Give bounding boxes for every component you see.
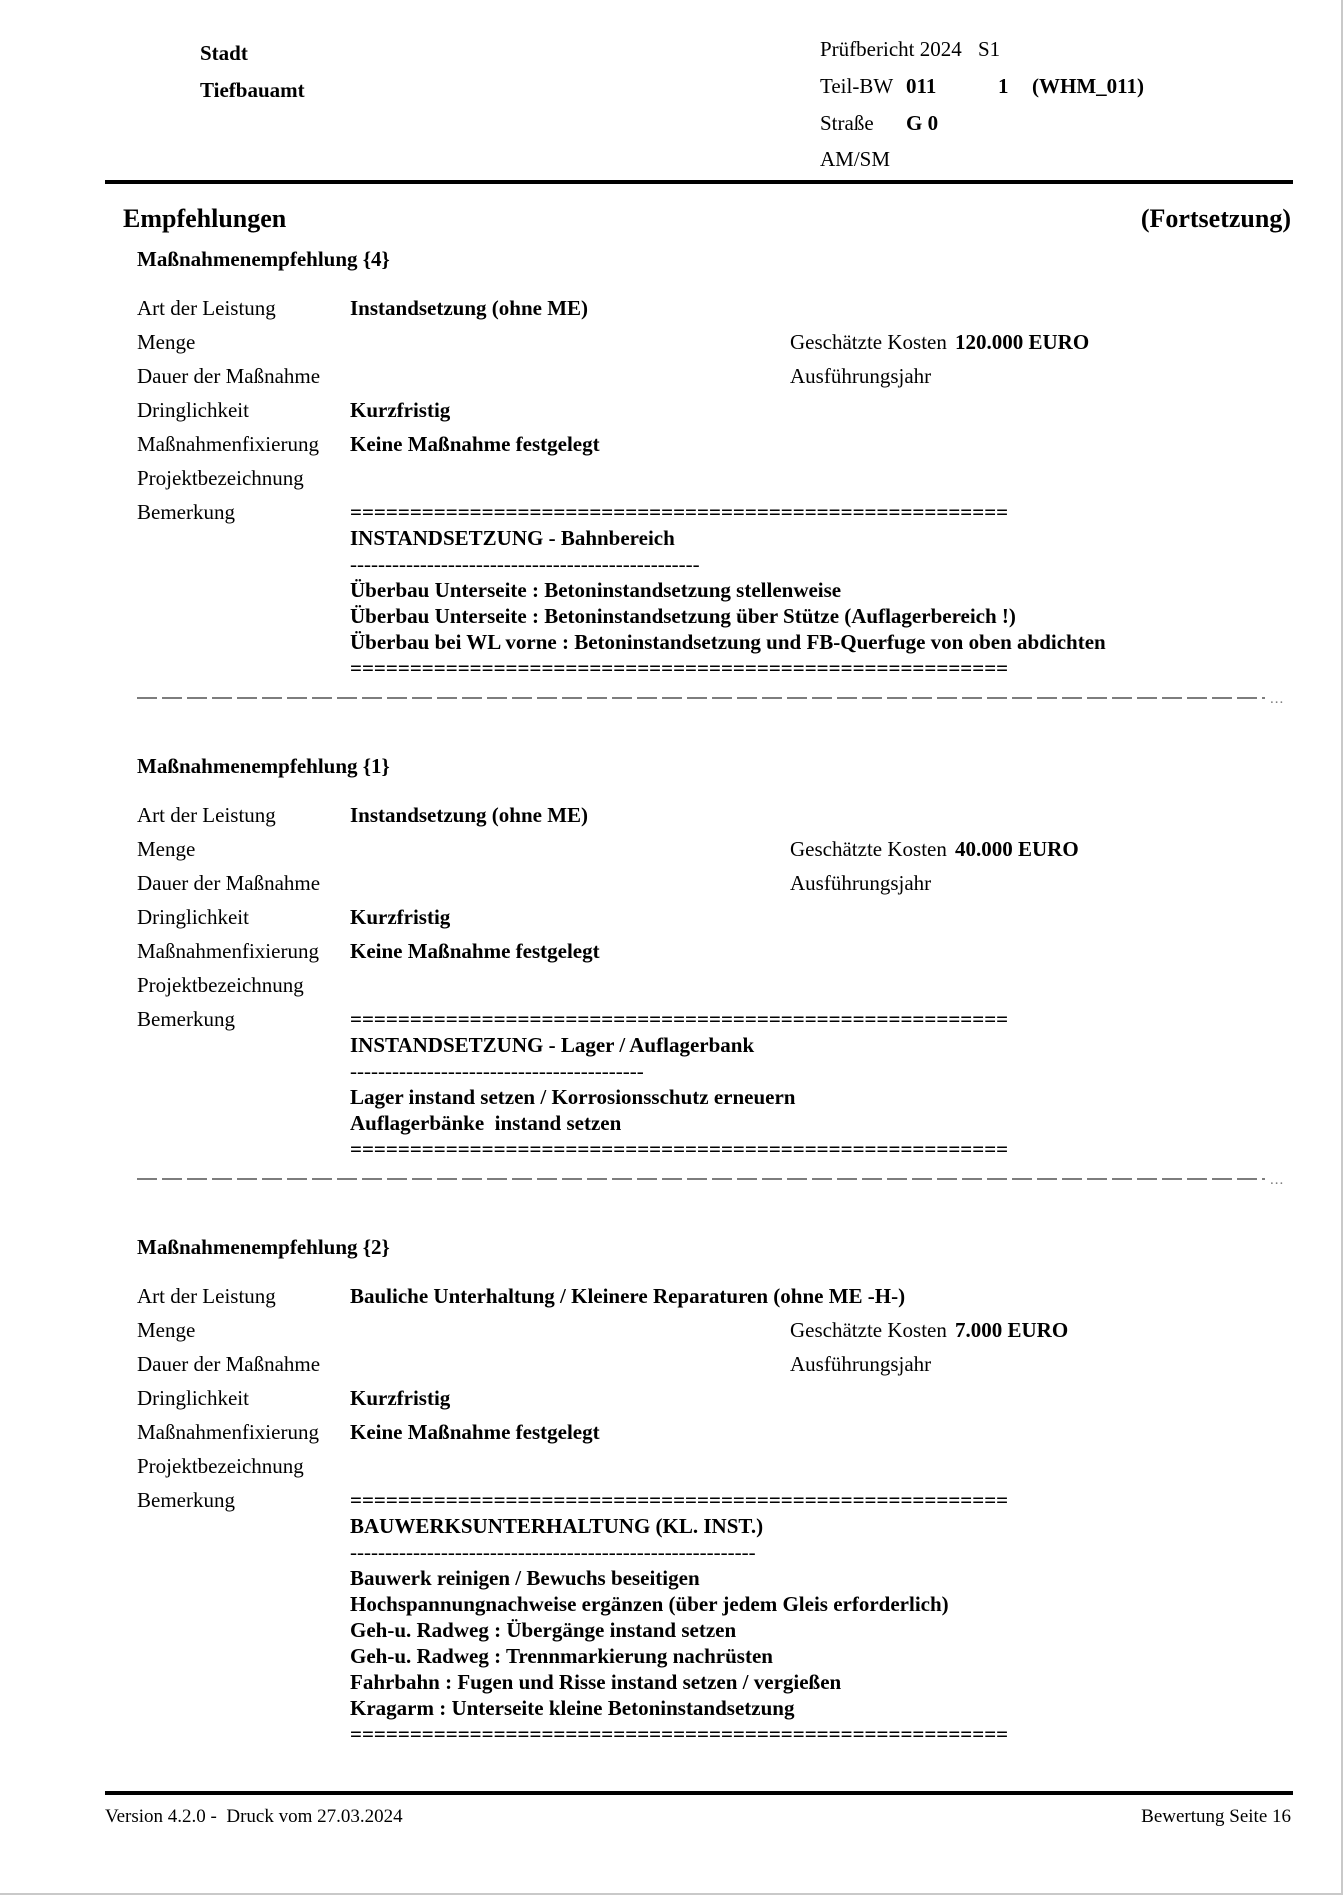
field-label-fixierung: Maßnahmenfixierung [137, 939, 319, 963]
bemerkung-line: Fahrbahn : Fugen und Risse instand setzen / vergießen [350, 1670, 842, 1694]
block-heading-row [137, 1234, 1293, 1283]
field-row-dauer [137, 870, 1293, 904]
field-row-fixierung [137, 1419, 1293, 1453]
field-row-dringlichkeit [137, 1385, 1293, 1419]
recommendations-content [137, 246, 1293, 1747]
field-label-menge: Menge [137, 1318, 196, 1342]
field-label-jahr: Ausführungsjahr [790, 871, 932, 895]
bemerkung-line: INSTANDSETZUNG - Lager / Auflagerbank [350, 1033, 755, 1057]
bemerkung-line: -------------------------------------------------- [350, 552, 700, 576]
field-value-fixierung: Keine Maßnahme festgelegt [350, 432, 600, 456]
field-row-menge [137, 1317, 1293, 1351]
header-teilbw-label: Teil-BW [820, 74, 894, 98]
field-label-dauer: Dauer der Maßnahme [137, 871, 321, 895]
field-row-projekt [137, 465, 1293, 499]
block-heading: Maßnahmenempfehlung {4} [137, 247, 390, 271]
field-label-projekt: Projektbezeichnung [137, 973, 304, 997]
field-row-bemerkung [137, 499, 1293, 681]
field-label-dringlichkeit: Dringlichkeit [137, 398, 249, 422]
field-row-fixierung [137, 938, 1293, 972]
field-value-art: Bauliche Unterhaltung / Kleinere Reparaturen (ohne ME -H-) [350, 1284, 906, 1308]
field-row-projekt [137, 972, 1293, 1006]
bemerkung-line: Geh-u. Radweg : Trennmarkierung nachrüsten [350, 1644, 773, 1668]
header-strasse-label: Straße [820, 111, 874, 135]
field-row-art [137, 295, 1293, 329]
field-label-dringlichkeit: Dringlichkeit [137, 905, 249, 929]
header-strasse-value: G 0 [906, 111, 939, 135]
block-heading: Maßnahmenempfehlung {1} [137, 754, 390, 778]
massnahme-block-1 [137, 753, 1293, 1162]
field-value-fixierung: Keine Maßnahme festgelegt [350, 1420, 600, 1444]
bemerkung-line: Lager instand setzen / Korrosionsschutz erneuern [350, 1085, 796, 1109]
bemerkung-line: Überbau bei WL vorne : Betoninstandsetzung und FB-Querfuge von oben abdichten [350, 630, 1106, 654]
bemerkung-line: Überbau Unterseite : Betoninstandsetzung über Stütze (Auflagerbereich !) [350, 604, 1016, 628]
field-value-dringlichkeit: Kurzfristig [350, 398, 451, 422]
header-teilbw-value: 011 [906, 74, 937, 98]
field-label-kosten: Geschätzte Kosten [790, 837, 947, 861]
bemerkung-line: ------------------------------------------ [350, 1059, 644, 1083]
field-label-bemerkung: Bemerkung [137, 1488, 235, 1512]
field-label-art: Art der Leistung [137, 803, 276, 827]
header-department-line1: Stadt [200, 41, 248, 65]
page-title-continuation: (Fortsetzung) [1140, 204, 1291, 233]
field-label-jahr: Ausführungsjahr [790, 364, 932, 388]
field-value-kosten: 120.000 EURO [955, 330, 1090, 354]
bemerkung-line: ======================================================= [350, 1488, 1009, 1512]
page-title: Empfehlungen [123, 204, 287, 233]
field-value-art: Instandsetzung (ohne ME) [350, 296, 589, 320]
field-label-bemerkung: Bemerkung [137, 500, 235, 524]
bemerkung-line: Kragarm : Unterseite kleine Betoninstandsetzung [350, 1696, 795, 1720]
field-label-dauer: Dauer der Maßnahme [137, 364, 321, 388]
field-label-dringlichkeit: Dringlichkeit [137, 1386, 249, 1410]
footer-version: Version 4.2.0 - Druck vom 27.03.2024 [105, 1806, 403, 1827]
field-row-fixierung [137, 431, 1293, 465]
bemerkung-line: INSTANDSETZUNG - Bahnbereich [350, 526, 675, 550]
field-label-fixierung: Maßnahmenfixierung [137, 1420, 319, 1444]
bemerkung-line: ======================================================= [350, 656, 1009, 680]
block-separator [137, 1172, 1285, 1188]
bemerkung-line: ======================================================= [350, 1722, 1009, 1746]
bemerkung-line: Bauwerk reinigen / Bewuchs beseitigen [350, 1566, 700, 1590]
field-row-bemerkung [137, 1006, 1293, 1162]
bemerkung-line: Geh-u. Radweg : Übergänge instand setzen [350, 1618, 737, 1642]
field-label-kosten: Geschätzte Kosten [790, 1318, 947, 1342]
field-label-projekt: Projektbezeichnung [137, 1454, 304, 1478]
field-label-menge: Menge [137, 330, 196, 354]
bemerkung-line: ======================================================= [350, 1007, 1009, 1031]
field-label-art: Art der Leistung [137, 1284, 276, 1308]
field-label-dauer: Dauer der Maßnahme [137, 1352, 321, 1376]
header-department-line2: Tiefbauamt [200, 78, 305, 102]
separator-dots: ... [1270, 1172, 1285, 1188]
header-report-code: S1 [978, 37, 1001, 61]
field-row-menge [137, 836, 1293, 870]
field-label-art: Art der Leistung [137, 296, 276, 320]
header-teilbw-id: (WHM_011) [1032, 74, 1144, 98]
field-label-bemerkung: Bemerkung [137, 1007, 235, 1031]
field-value-dringlichkeit: Kurzfristig [350, 905, 451, 929]
field-label-jahr: Ausführungsjahr [790, 1352, 932, 1376]
bemerkung-line: Überbau Unterseite : Betoninstandsetzung stellenweise [350, 578, 842, 602]
bemerkung-line: BAUWERKSUNTERHALTUNG (KL. INST.) [350, 1514, 764, 1538]
bemerkung-lines [350, 499, 1293, 681]
field-row-dauer [137, 363, 1293, 397]
field-value-art: Instandsetzung (ohne ME) [350, 803, 589, 827]
separator-dots: ... [1270, 691, 1285, 707]
field-row-dringlichkeit [137, 397, 1293, 431]
field-label-kosten: Geschätzte Kosten [790, 330, 947, 354]
bemerkung-line: ---------------------------------------------------------- [350, 1540, 756, 1564]
header-report-title: Prüfbericht 2024 [820, 37, 962, 61]
field-value-fixierung: Keine Maßnahme festgelegt [350, 939, 600, 963]
field-label-fixierung: Maßnahmenfixierung [137, 432, 319, 456]
header-amsm: AM/SM [820, 147, 891, 171]
block-heading-row [137, 246, 1293, 295]
bemerkung-line: Hochspannungnachweise ergänzen (über jedem Gleis erforderlich) [350, 1592, 949, 1616]
bemerkung-line: Auflagerbänke instand setzen [350, 1111, 622, 1135]
bemerkung-line: ======================================================= [350, 1137, 1009, 1161]
field-row-art [137, 802, 1293, 836]
bemerkung-lines [350, 1006, 1293, 1162]
bemerkung-line: ======================================================= [350, 500, 1009, 524]
field-row-bemerkung [137, 1487, 1293, 1747]
field-label-menge: Menge [137, 837, 196, 861]
header-divider [105, 180, 1293, 184]
block-heading-row [137, 753, 1293, 802]
field-row-dringlichkeit [137, 904, 1293, 938]
massnahme-block-4 [137, 246, 1293, 681]
footer-divider [105, 1791, 1293, 1795]
field-value-kosten: 40.000 EURO [955, 837, 1079, 861]
field-value-dringlichkeit: Kurzfristig [350, 1386, 451, 1410]
field-row-art [137, 1283, 1293, 1317]
field-value-kosten: 7.000 EURO [955, 1318, 1069, 1342]
field-row-dauer [137, 1351, 1293, 1385]
field-row-menge [137, 329, 1293, 363]
block-heading: Maßnahmenempfehlung {2} [137, 1235, 390, 1259]
header-teilbw-count: 1 [998, 74, 1009, 98]
footer-page-number: Bewertung Seite 16 [1141, 1806, 1291, 1827]
block-separator [137, 691, 1285, 707]
massnahme-block-2 [137, 1234, 1293, 1747]
field-row-projekt [137, 1453, 1293, 1487]
bemerkung-lines [350, 1487, 1293, 1747]
field-label-projekt: Projektbezeichnung [137, 466, 304, 490]
